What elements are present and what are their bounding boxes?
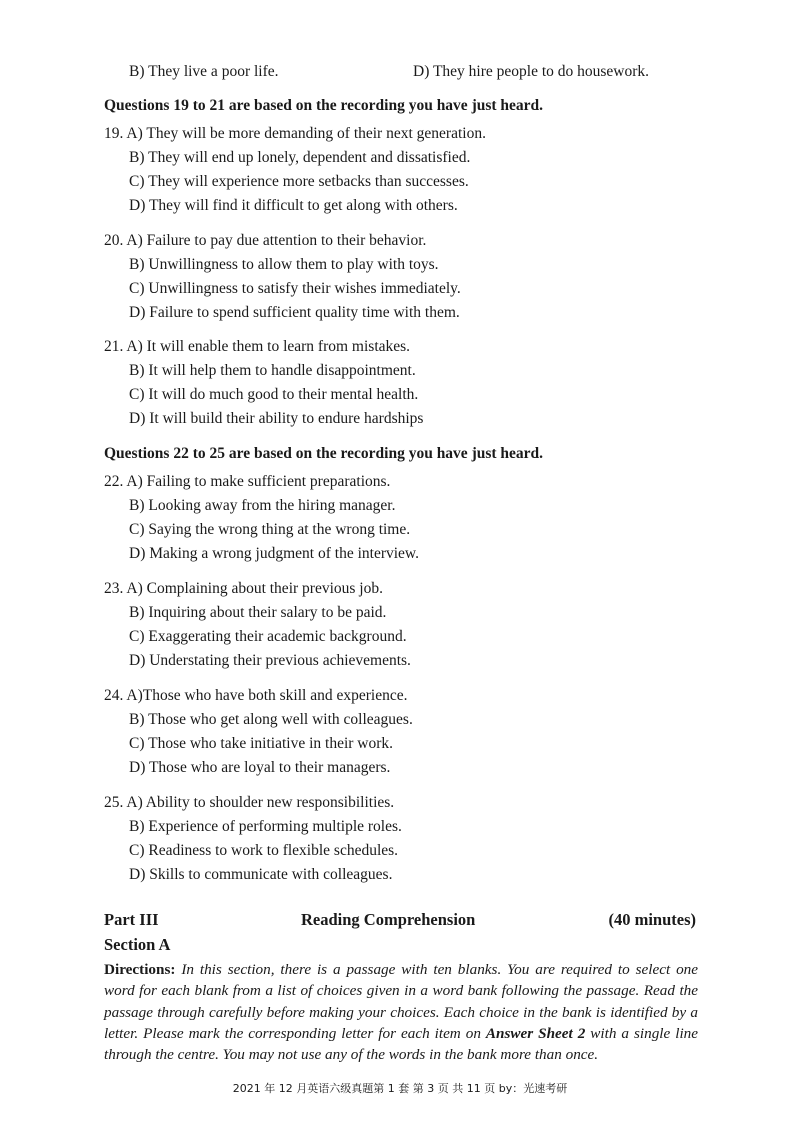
q23-option-d: D) Understating their previous achievements. — [129, 652, 411, 669]
q20-option-c: C) Unwillingness to satisfy their wishes immediately. — [129, 280, 461, 297]
q19-option-b: B) They will end up lonely, dependent and dissatisfied. — [129, 149, 471, 166]
q24-option-d: D) Those who are loyal to their managers. — [129, 759, 391, 776]
section-heading: Section A — [104, 935, 171, 954]
q25-option-b: B) Experience of performing multiple roles. — [129, 818, 402, 835]
q19-option-d: D) They will find it difficult to get along with others. — [129, 197, 458, 214]
part-time: (40 minutes) — [608, 910, 696, 929]
q25-option-d: D) Skills to communicate with colleagues. — [129, 866, 393, 883]
q22-option-a: 22. A) Failing to make sufficient preparations. — [104, 473, 391, 490]
q23-option-a: 23. A) Complaining about their previous job. — [104, 580, 383, 597]
q19-option-c: C) They will experience more setbacks than successes. — [129, 173, 469, 190]
q23-option-b: B) Inquiring about their salary to be paid. — [129, 604, 387, 621]
q19-option-a: 19. A) They will be more demanding of their next generation. — [104, 125, 486, 142]
q21-option-a: 21. A) It will enable them to learn from mistakes. — [104, 338, 411, 355]
q24-option-c: C) Those who take initiative in their work. — [129, 735, 394, 752]
directions-paragraph — [104, 959, 698, 1065]
q24-option-b: B) Those who get along well with colleagues. — [129, 711, 413, 728]
q25-option-a: 25. A) Ability to shoulder new responsibilities. — [104, 794, 395, 811]
page-footer: 2021 年 12 月英语六级真题第 1 套 第 3 页 共 11 页 by：光速考研 — [232, 1082, 568, 1095]
q21-option-c: C) It will do much good to their mental health. — [129, 386, 419, 403]
part-title: Reading Comprehension — [301, 910, 476, 929]
q24-option-a: 24. A)Those who have both skill and experience. — [104, 687, 408, 704]
group-heading-19-21: Questions 19 to 21 are based on the recording you have just heard. — [104, 97, 544, 114]
q22-option-b: B) Looking away from the hiring manager. — [129, 497, 396, 514]
directions-text-1: In this section, there is a passage with ten blanks. You are required to select one word for each blank from a list of choices given in a word bank following the passage. Read the passage through carefully before making your choices. Each choice in the bank is identified by a letter. Please mark the corresponding letter for each item on — [104, 961, 699, 1042]
q18-option-b: B) They live a poor life. — [129, 63, 279, 80]
q22-option-c: C) Saying the wrong thing at the wrong time. — [129, 521, 411, 538]
q25-option-c: C) Readiness to work to flexible schedules. — [129, 842, 399, 859]
directions-label: Directions: — [104, 961, 176, 978]
group-heading-22-25: Questions 22 to 25 are based on the recording you have just heard. — [104, 445, 544, 462]
q23-option-c: C) Exaggerating their academic background. — [129, 628, 407, 645]
q22-option-d: D) Making a wrong judgment of the interview. — [129, 545, 419, 562]
q21-option-b: B) It will help them to handle disappointment. — [129, 362, 416, 379]
q20-option-d: D) Failure to spend sufficient quality time with them. — [129, 304, 460, 321]
q18-option-d: D) They hire people to do housework. — [413, 63, 650, 80]
q21-option-d: D) It will build their ability to endure hardships — [129, 410, 424, 427]
answer-sheet-ref: Answer Sheet 2 — [485, 1024, 586, 1042]
q20-option-a: 20. A) Failure to pay due attention to their behavior. — [104, 232, 427, 249]
directions-text-2: with a single line through the centre. You may not use any of the words in the bank more than once. — [104, 1024, 698, 1064]
q20-option-b: B) Unwillingness to allow them to play with toys. — [129, 256, 439, 273]
part-label: Part III — [104, 910, 159, 929]
